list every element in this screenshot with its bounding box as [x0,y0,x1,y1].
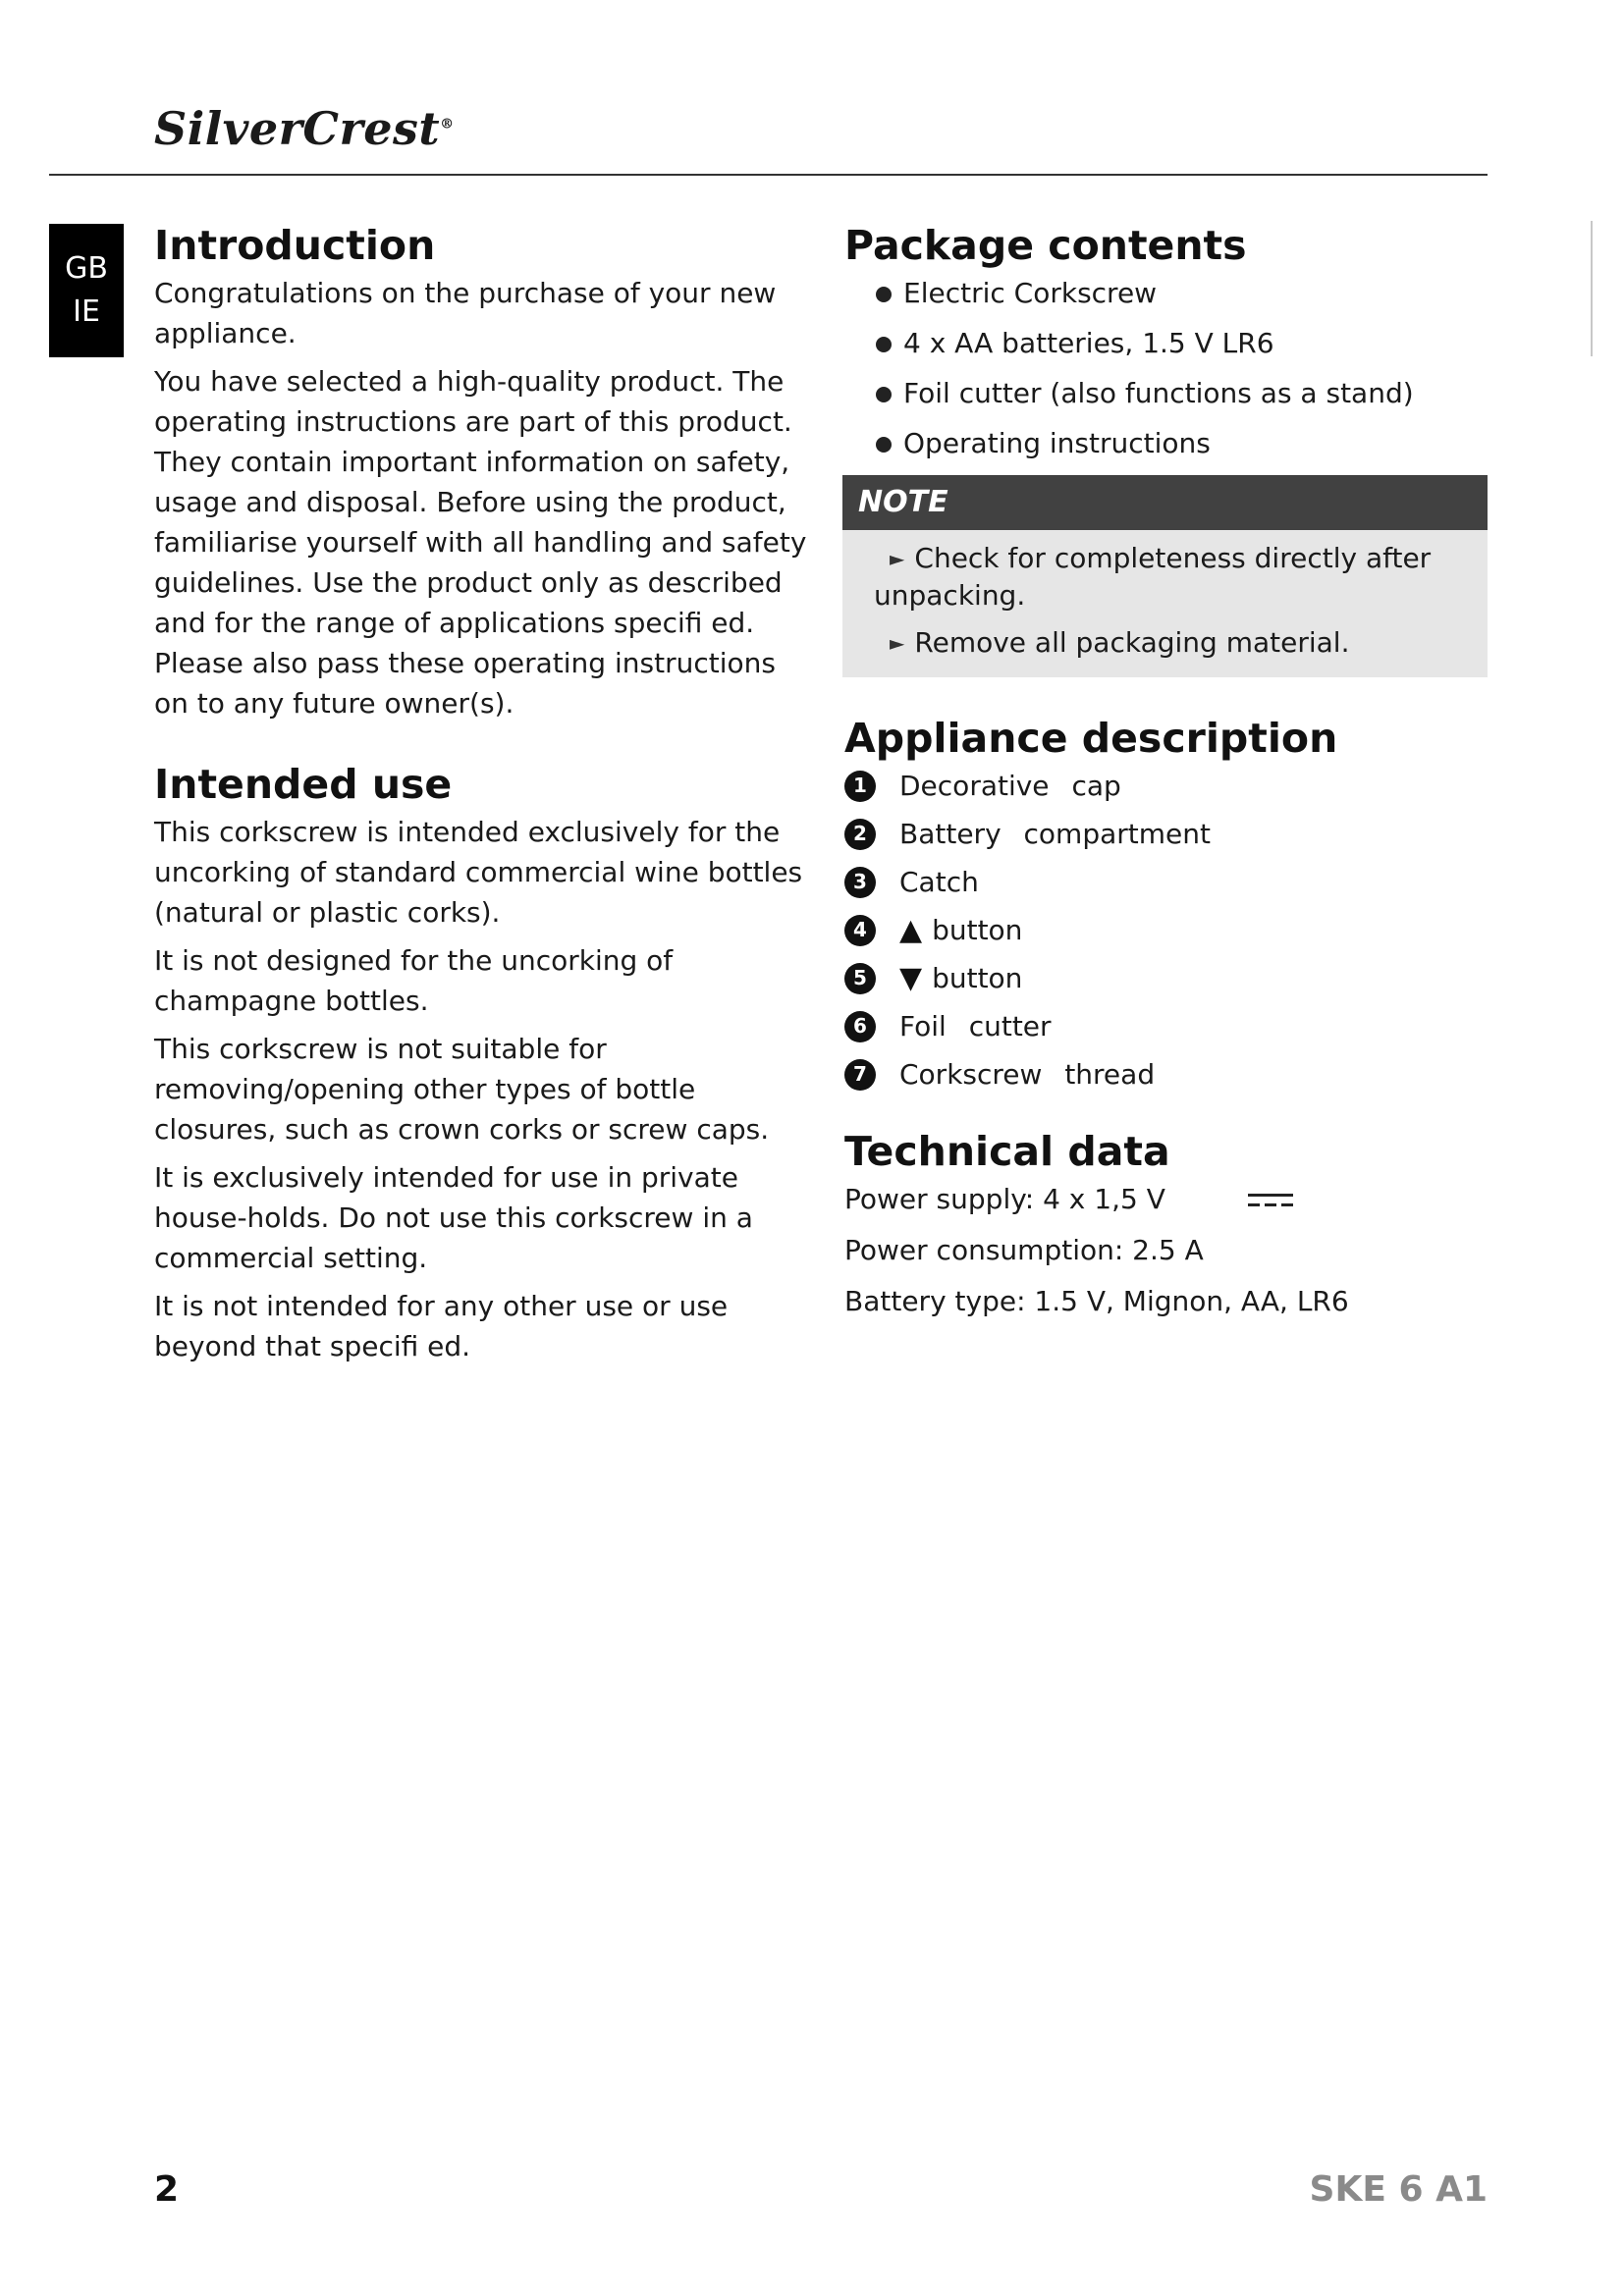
brand-text: SilverCrest [154,102,441,155]
bullet-icon [876,287,892,302]
intended-paragraph-2: It is not designed for the uncorking of champagne bottles. [154,944,674,1017]
intro-paragraph-2: You have selected a high-quality product. The operating instructions are part of this product. They contain important information on safety, usage and disposal. Before using the product, familiarise yourself with all handling and safety guidelines. Use the product only as described and for the range of applications specifi ed. Please also pass these operating instructions on to any future owner(s). [154,365,807,720]
header-rule [49,174,1488,176]
note-item [874,540,1468,614]
list-item [844,910,1488,950]
power-supply-row [844,1179,1488,1219]
note-box [842,475,1488,677]
list-item [844,814,1488,854]
part-label: button [932,914,1023,946]
intended-paragraph-4: It is exclusively intended for use in private house-holds. Do not use this corkscrew in a commercial setting. [154,1161,753,1274]
intro-paragraph-1: Congratulations on the purchase of your new appliance. [154,277,777,349]
number-badge-icon: 1 [844,771,876,802]
introduction-heading: Introduction [154,222,436,269]
intended-paragraph-3: This corkscrew is not suitable for removing/opening other types of bottle closures, such as crown corks or screw caps. [154,1033,770,1146]
registered-mark: ® [440,116,455,133]
list-item [876,373,1488,413]
list-item [844,862,1488,902]
battery-type-row: Battery type: 1.5 V, Mignon, AA, LR6 [844,1285,1349,1317]
list-item [876,323,1488,363]
part-label: Catch [899,866,979,898]
note-item-text: Check for completeness directly after [914,542,1432,574]
left-column [154,218,807,1366]
part-label: button [932,962,1023,994]
power-consumption-row: Power consumption: 2.5 A [844,1234,1204,1266]
package-contents-heading: Package contents [844,222,1247,269]
list-item [876,423,1488,463]
part-label: Decorative cap [899,770,1121,802]
list-item-text: Operating instructions [903,427,1211,459]
bullet-icon [876,337,892,352]
note-item-continuation: unpacking. [874,579,1026,612]
technical-data-section [844,1124,1488,1321]
number-badge-icon: 7 [844,1059,876,1091]
list-item [844,1006,1488,1046]
number-badge-icon: 4 [844,915,876,946]
page-number: 2 [154,2169,180,2210]
direct-current-icon [1248,1192,1293,1209]
list-item [844,766,1488,806]
note-item [890,624,1468,662]
bullet-icon [876,437,892,453]
intended-paragraph-5: It is not intended for any other use or use beyond that specifi ed. [154,1290,729,1362]
list-item-text: Electric Corkscrew [903,277,1158,309]
number-badge-icon: 5 [844,963,876,994]
part-label: Foil cutter [899,1010,1052,1042]
technical-data-heading: Technical data [844,1128,1170,1175]
note-item-text: Remove all packaging material. [914,626,1350,659]
note-body [842,530,1488,677]
intended-use-heading: Intended use [154,761,453,808]
triangle-up-icon: ▲ [899,913,923,947]
number-badge-icon: 6 [844,1011,876,1042]
list-item-text: 4 x AA batteries, 1.5 V LR6 [903,327,1274,359]
triangle-down-icon: ▼ [899,961,923,995]
appliance-parts-list [844,766,1488,1095]
package-contents-list [844,273,1488,463]
appliance-description-heading: Appliance description [844,715,1338,762]
lang-code-gb: GB [65,251,108,286]
intended-paragraph-1: This corkscrew is intended exclusively for the uncorking of standard commercial wine bottles (natural or plastic corks). [154,816,803,929]
arrow-right-icon: ► [890,631,905,655]
right-column [844,218,1488,1332]
list-item [844,958,1488,998]
bullet-icon [876,387,892,402]
model-number: SKE 6 A1 [1309,2169,1488,2210]
edge-mark [1591,221,1593,356]
brand-logo [154,102,455,155]
part-label: Corkscrew thread [899,1058,1156,1091]
lang-code-ie: IE [73,294,100,329]
part-label: Battery compartment [899,818,1211,850]
note-label: NOTE [842,475,1488,530]
list-item [876,273,1488,313]
power-supply-text: Power supply: 4 x 1,5 V [844,1183,1165,1215]
arrow-right-icon: ► [890,547,905,570]
number-badge-icon: 3 [844,867,876,898]
list-item [844,1054,1488,1095]
number-badge-icon: 2 [844,819,876,850]
language-tab [49,224,124,357]
list-item-text: Foil cutter (also functions as a stand) [903,377,1414,409]
